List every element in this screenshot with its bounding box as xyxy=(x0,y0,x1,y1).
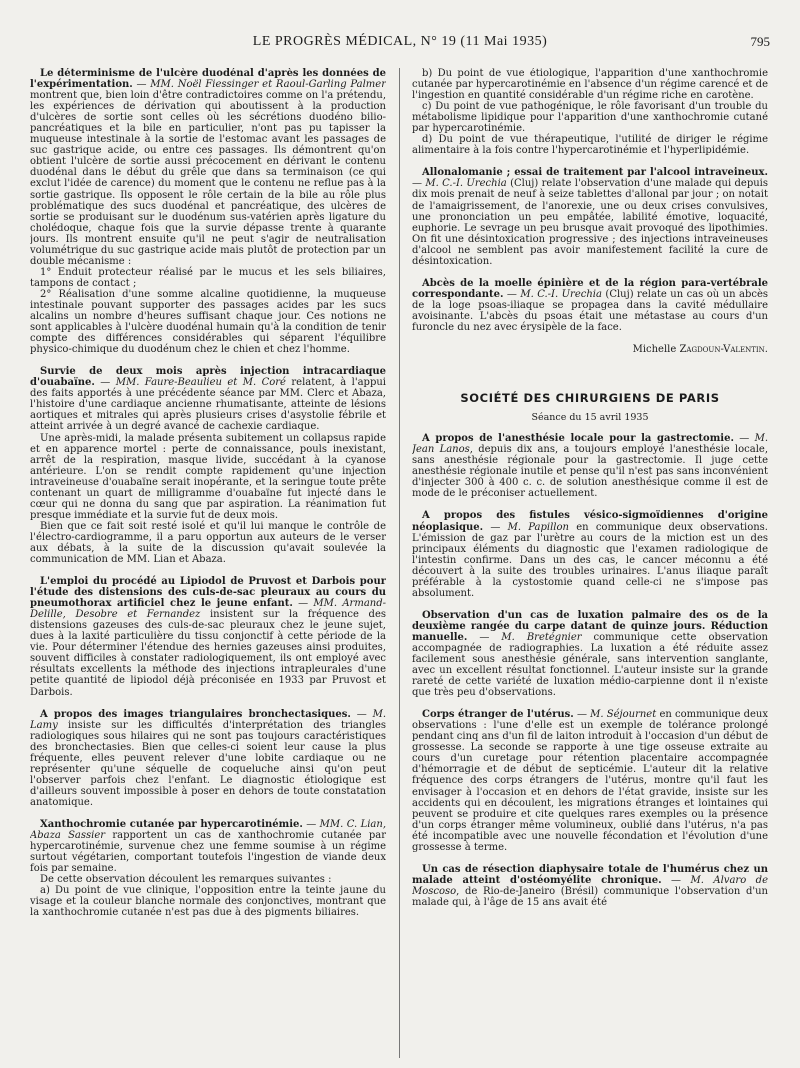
article-body: insistent sur la fréquence des distensions gazeuses des culs-de-sac pleuraux chez le jeune sujet, dues à la laxité particulière du tissu conjonctif à cette période de la vie. Pour déterminer l'étendue des hernies gazeuses ainsi produites, souvent difficiles à constater radiologiquement, ils ont employé avec résultats excellents la méthode des injections intrapleurales d'une petite quantité de lipiodol déjà préconisée en 1933 par Pruvost et Darbois. xyxy=(30,609,386,698)
journal-title: LE PROGRÈS MÉDICAL, N° 19 (11 Mai 1935) xyxy=(252,34,548,49)
article-paragraph: De cette observation découlent les remarques suivantes : xyxy=(40,874,332,886)
article-authors: — MM. Faure-Beaulieu et M. Coré xyxy=(100,377,286,389)
right-column xyxy=(412,68,768,1058)
running-header xyxy=(30,34,770,54)
article-title: Allonalomanie ; essai de traitement par l'alcool intraveineux. xyxy=(422,167,768,179)
article-heading xyxy=(30,366,386,432)
article-body: (Cluj) relate l'observation d'une malade qui depuis dix mois prenait de neuf à seize tablettes d'allonal par jour ; on notait de l'amaigrissement, de l'anorexie, une ou deux crises convulsives, une prononciation un peu empâtée, labilité émotive, loquacité, euphorie. Le sevrage un peu brusque avait provoqué des lipothimies. On fit une désintoxication progressive ; des injections intraveineuses d'alcool ne semblent pas avoir manifestement facilité la cure de désintoxication. xyxy=(412,178,768,267)
article-paragraph: Bien que ce fait soit resté isolé et qu'il lui manque le contrôle de l'électro-cardiogramme, il a paru opportun aux auteurs de le verser aux débats, à la suite de la discussion qu'avait soulevée la communication de MM. Lian et Abaza. xyxy=(30,520,386,566)
article-authors: — M. Bretégnier xyxy=(479,631,582,643)
remark-paragraph: b) Du point de vue étiologique, l'apparition d'une xanthochromie cutanée par hypercarotinémie en l'absence d'un régime carencé et de l'ingestion en quantité considérable d'un régime riche en carotène. xyxy=(412,68,768,102)
article-authors: — M. C.-I. Urechia xyxy=(412,178,507,190)
article-heading xyxy=(412,864,768,908)
article-body: , de Rio-de-Janeiro (Brésil) communique l'observation d'un malade qui, à l'âge de 15 ans avait été xyxy=(412,885,768,908)
article-body: montrent que, bien loin d'être contradictoires comme on l'a prétendu, les expériences de dérivation qui aboutissent à la production d'ulcères de sortie sont celles où les sécrétions duodéno bilio-pancréatiques et la bile en particulier, n'ont pas pu tapisser la muqueuse intestinale à la sortie de l'estomac avant les passages de suc gastrique acide, ou entre ces passages. Ils démontrent qu'on obtient l'ulcère de sortie aussi précocement en dérivant le contenu duodénal dans le début du grêle que dans sa terminaison (ce qui exclut l'idée de carence) du moment que le contenu ne reflue pas à la sortie gastrique. Ils opposent le rôle certain de la bile au rôle plus problématique des sucs duodénal et pancréatique, des ulcères de sortie se produisant sur le duodénum sus-vatérien après ligature du cholédoque, chaque fois que la survie dépasse trente à quarante jours. Ils montrent ensuite qu'il ne peut s'agir de neutralisation volumétrique du suc gastrique acide mais plutôt de protection par un double mécanisme : xyxy=(30,90,386,267)
article-body: (Cluj) relate un cas où un abcès de la loge psoas-iliaque se propagea dans la cavité médullaire avoisinante. L'abcès du psoas était une métastase au cours d'un furoncle du nez avec érysipèle de la face. xyxy=(412,288,768,333)
signature-name: Zagdoun-Valentin. xyxy=(679,344,768,356)
article-heading xyxy=(30,709,386,808)
article-body: relatent, à l'appui des faits apportés à une précédente séance par MM. Clerc et Abaza, l'histoire d'une cardiaque ancienne rhumatisante, atteinte de lésions aortiques et mitrales qui après plusieurs crises d'asystolie fébrile et atteint arrivée à un degré avancé de cachexie cardiaque. xyxy=(30,377,386,433)
article-authors: — MM. C. Lian, Abaza Sassier xyxy=(30,819,386,842)
article-title: Observation d'un cas de luxation palmaire des os de la deuxième rangée du carpe datant de quinze jours. Réduction manuelle. xyxy=(412,609,768,643)
article-authors: — M. C.-I. Urechia xyxy=(506,288,602,300)
article-paragraph: 2° Réalisation d'une somme alcaline quotidienne, la muqueuse intestinale pouvant supporter des passages acides par les sucs alcalins un nombre d'heures suffisant chaque jour. Ces notions ne sont applicables à l'ulcère duodénal humain qu'à la condition de tenir compte des différences considérables qui séparent l'équilibre physico-chimique du duodénum chez le chien et chez l'homme. xyxy=(30,288,386,356)
article-heading xyxy=(412,610,768,698)
article-heading xyxy=(30,819,386,874)
session-date: Séance du 15 avril 1935 xyxy=(531,412,649,424)
signature xyxy=(412,344,768,355)
article-authors: — MM. Armand-Delille, Desobre et Fernandez xyxy=(30,598,386,621)
article-heading xyxy=(412,433,768,499)
remark-paragraph: d) Du point de vue thérapeutique, l'utilité de diriger le régime alimentaire à la fois contre l'hypercarotinémie et l'hyperlipidémie. xyxy=(412,134,768,157)
article-title: A propos des images triangulaires bronchectasiques. xyxy=(40,708,351,720)
article-title: Un cas de résection diaphysaire totale de l'humérus chez un malade atteint d'ostéomyélite chronique. xyxy=(412,863,768,886)
article-heading xyxy=(412,278,768,333)
article-title: Corps étranger de l'utérus. xyxy=(422,709,574,721)
article-title: Survie de deux mois après injection intracardiaque d'ouabaïne. xyxy=(30,366,386,389)
article-heading xyxy=(412,167,768,266)
society-heading: SOCIÉTÉ DES CHIRURGIENS DE PARIS xyxy=(460,391,720,406)
article-authors: — M. Lamy xyxy=(30,708,386,731)
remark-paragraph: c) Du point de vue pathogénique, le rôle favorisant d'un trouble du métabolisme lipidique pour l'apparition d'une xanthochromie cutané par hypercarotinémie. xyxy=(412,101,768,135)
article-authors: — MM. Noël Fiessinger et Raoul-Garling Palmer xyxy=(136,79,386,91)
article-body: communique cette observation accompagnée de radiographies. La luxation a été réduite assez facilement sous anesthésie générale, sans intervention sanglante, avec un excellent résultat fonctionnel. L'auteur insiste sur la grande rareté de cette variété de luxation médio-carpienne dont il n'existe que très peu d'observations. xyxy=(412,631,768,699)
article-paragraph: a) Du point de vue clinique, l'opposition entre la teinte jaune du visage et la couleur blanche normale des conjonctives, montrant que la xanthochromie cutanée n'est pas due à des pigments biliaires. xyxy=(30,885,386,919)
article-authors: — M. Papillon xyxy=(490,521,569,533)
article-title: Le déterminisme de l'ulcère duodénal d'après les données de l'expérimentation. xyxy=(30,68,386,91)
article-authors: — M. Séjournet xyxy=(576,709,657,721)
article-authors: — M. Jean Lanos xyxy=(412,433,768,456)
article-title: A propos de l'anesthésie locale pour la gastrectomie. xyxy=(422,433,734,445)
article-heading xyxy=(412,709,768,853)
article-body: en communique deux observations : l'une d'elle est un exemple de tolérance prolongé pendant cinq ans d'un fil de laiton introduit à l'occasion d'un début de grossesse. La seconde se rapporte à une tige osseuse extraite au cours d'un curetage pour rétention placentaire accompagnée d'hémorragie et de début de septicémie. L'auteur dit la relative fréquence des corps étrangers de l'utérus, montre qu'il faut les envisager à l'occasion et en dehors de l'état gravide, insiste sur les accidents qui en découlent, les migrations étranges et lointaines qui peuvent se produire et cite quelques rares exemples ou la présence d'un corps étranger même volumineux, oublié dans l'utérus, n'a pas été incompatible avec une nouvelle fécondation et l'évolution d'une grossesse à terme. xyxy=(412,709,768,853)
article-heading xyxy=(30,68,386,267)
article-title: L'emploi du procédé au Lipiodol de Pruvost et Darbois pour l'étude des distensions des culs-de-sac pleuraux au cours du pneumothorax artificiel chez le jeune enfant. xyxy=(30,576,386,610)
signature-prefix: Michelle xyxy=(632,344,680,356)
left-column xyxy=(30,68,386,1058)
column-divider xyxy=(399,68,400,1058)
article-title: A propos des fistules vésico-sigmoïdiennes d'origine néoplasique. xyxy=(412,510,768,533)
article-title: Xanthochromie cutanée par hypercarotinémie. xyxy=(40,819,303,830)
article-paragraph: Une après-midi, la malade présenta subitement un collapsus rapide et en apparence mortel : perte de connaissance, pouls inexistant, arrêt de la respiration, masque livide, succédant à la cyanose antérieure. L'on se rendit compte rapidement qu'une injection intraveineuse d'ouabaïne serait inopérante, et la seringue toute prête contenant un quart de milligramme d'ouabaïne fut injecté dans le cœur qui ne donna du sang que par aspiration. La réanimation fut presque immédiate et la survie fut de deux mois. xyxy=(30,432,386,521)
article-title: Abcès de la moelle épinière et de la région para-vertébrale correspondante. xyxy=(412,277,768,300)
article-paragraph: 1° Enduit protecteur réalisé par le mucus et les sels biliaires, tampons de contact ; xyxy=(30,266,386,289)
article-heading xyxy=(412,510,768,598)
article-body: en communique deux observations. L'émission de gaz par l'urètre au cours de la miction est un des principaux éléments du diagnostic que l'examen radiologique de l'intestin confirme. Dans un des cas, le cancer méconnu a été découvert à la suite des troubles urinaires. L'anus iliaque paraît préférable à la cystostomie quand celle-ci ne s'impose pas absolument. xyxy=(412,521,768,599)
article-heading xyxy=(30,576,386,698)
article-body: , depuis dix ans, a toujours employé l'anesthésie locale, sans anesthésie régionale pour la gastrectomie. Il juge cette anesthésie régionale inutile et pense qu'il n'est pas sans inconvénient d'injecter 300 à 400 c. c. de solution anesthésique comme il est de mode de le préconiser actuellement. xyxy=(412,444,768,500)
article-authors: — M. Alvaro de Moscoso xyxy=(412,874,768,897)
article-body: insiste sur les difficultés d'interprétation des triangles radiologiques sous hilaires qui ne sont pas toujours caractéristiques des bronchectasies. Bien que celles-ci soient leur cause la plus fréquente, elles peuvent relever d'une lobite cardiaque ou ne représenter qu'une séquelle de coqueluche ainsi qu'on peut l'observer parfois chez l'enfant. Le diagnostic étiologique est d'ailleurs souvent impossible à poser en dehors de toute constatation anatomique. xyxy=(30,719,386,808)
article-body: rapportent un cas de xanthochromie cutanée par hypercarotinémie, survenue chez une femme soumise à un régime surtout végétarien, comportant toutefois l'ingestion de viande deux fois par semaine. xyxy=(30,830,386,875)
page-number: 795 xyxy=(750,34,770,49)
